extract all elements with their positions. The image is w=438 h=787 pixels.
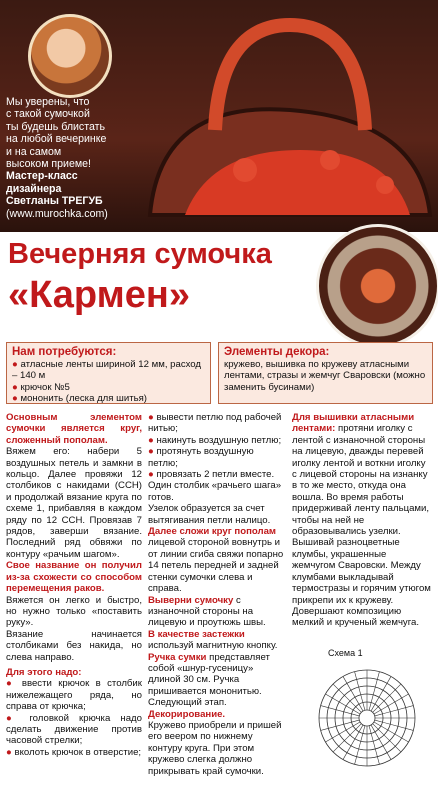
list-item: ● провязать 2 петли вместе. Один столбик «рачьего шага» готов. bbox=[148, 469, 284, 503]
column-1 bbox=[6, 412, 142, 758]
column-3 bbox=[292, 412, 432, 629]
bold-run: Выверни сумочку bbox=[148, 594, 234, 606]
list-item: ● ввести крючок в столбик нижележащего ряда, но справа от крючка; bbox=[6, 678, 142, 712]
author-line: Мастер-класс bbox=[6, 170, 78, 183]
scheme-stitch-line bbox=[333, 684, 361, 712]
page-title-name: «Кармен» bbox=[8, 274, 190, 316]
materials-box bbox=[6, 342, 211, 404]
intro-line: с такой сумочкой bbox=[6, 108, 90, 121]
scheme-stitch-line bbox=[375, 706, 414, 716]
paragraph: представляет собой «шнур-гусеницу» длиной 30 см. Ручка пришивается мононитью. bbox=[148, 651, 270, 697]
lead-paragraph: Основным элементом сумочки является круг, сложенный пополам. bbox=[6, 412, 142, 446]
scheme-stitch-line bbox=[321, 720, 360, 730]
note-paragraph: Свое название он получил из-за схожести со способом перемещения раков. bbox=[6, 560, 142, 595]
paragraph: Кружево приобрели и пришей его веером по нижнему контуру круга. При этом кружево слегка должно прикрывать край сумочки. bbox=[148, 719, 282, 777]
intro-line: ты будешь блистать bbox=[6, 120, 105, 133]
intro-text bbox=[6, 96, 191, 220]
scheme-stitch-line bbox=[355, 672, 365, 711]
detail-inset-photo bbox=[316, 224, 438, 348]
paragraph: Вязание начинается столбиками без накида, но слева направо. bbox=[6, 628, 142, 663]
intro-line: на любой вечеринке bbox=[6, 133, 107, 146]
author-line: дизайнера bbox=[6, 182, 62, 195]
author-avatar bbox=[28, 14, 112, 98]
list-item: ● мононить (леска для шитья) bbox=[12, 393, 205, 404]
scheme-stitch-line bbox=[321, 706, 360, 716]
paragraph: лицевой стороной вовнутрь и от линии сгиба свяжи попарно 14 петель передней и задней стенки сумочки слева и справа. bbox=[148, 537, 284, 595]
scheme-stitch-line bbox=[373, 724, 401, 752]
column-2 bbox=[148, 412, 284, 777]
list-item: ● атласные ленты шириной 12 мм, расход – 140 м bbox=[12, 359, 205, 382]
intro-line: высоком приеме! bbox=[6, 158, 91, 171]
paragraph: Узелок образуется за счет вытягивания петли налицо. bbox=[148, 503, 271, 526]
scheme-stitch-line bbox=[333, 724, 361, 752]
intro-line: Мы уверены, что bbox=[6, 96, 90, 108]
bold-run: В качестве застежки bbox=[148, 628, 245, 640]
bold-run: Ручка сумки bbox=[148, 651, 207, 663]
author-line: Светланы ТРЕГУБ bbox=[6, 195, 103, 208]
paragraph: Вяжем его: набери 5 воздушных петель и замкни в кольцо. Далее провяжи 12 столбиков с накидами (ССН) и продолжай вязание круга по схеме 1, прибавляя в каждом ряду по 12 ССН. Провязав 7 рядов, заверши вязание. Последний ряд обвяжи по контуру «рачьим шагом». bbox=[6, 446, 142, 560]
list-item: ● головкой крючка надо сделать движение против часовой стрелки; bbox=[6, 713, 142, 747]
scheme-stitch-line bbox=[369, 726, 379, 765]
decor-heading: Элементы декора: bbox=[224, 346, 330, 358]
scheme-stitch-line bbox=[375, 720, 414, 730]
list-item: ● вывести петлю под рабочей нитью; bbox=[148, 412, 284, 435]
paragraph: протяни иголку с лентой с изнаночной стороны на лицевую, дважды перевей иголку лентой и воткни иголку с лицевой стороны на изнанку в то же место, откуда она вошла. Во время работы придерживай ленту пальцами, чтобы на ней не образовывались узелки. Вышивай разноцветные клумбы, украшенные жемчугом Сваровски. Между клумбами выкладывай термостразы и горячим утюгом прикрепи их к кружеву. Довершают композицию мелкий и крученый жемчуга. bbox=[292, 423, 431, 629]
scheme-stitch-line bbox=[369, 672, 379, 711]
bold-run: Далее сложи круг пополам bbox=[148, 526, 277, 538]
scheme-stitch-line bbox=[355, 726, 365, 765]
scheme-stitch-line bbox=[373, 684, 401, 712]
bold-run: Декорирование. bbox=[148, 708, 226, 720]
paragraph: Вяжется он легко и быстро, но нужно только «поставить руку». bbox=[6, 594, 142, 629]
lead-paragraph: Для вышивки атласными лентами: bbox=[292, 412, 415, 435]
decor-box bbox=[218, 342, 433, 404]
page-title: Вечерняя сумочка bbox=[8, 238, 272, 270]
paragraph: Следующий этап. bbox=[148, 697, 227, 709]
scheme-label: Схема 1 bbox=[328, 648, 363, 658]
author-site: (www.murochka.com) bbox=[6, 207, 108, 220]
list-item: ● вколоть крючок в отверстие; bbox=[6, 747, 142, 758]
crochet-scheme bbox=[292, 658, 438, 768]
howto-heading: Для этого надо: bbox=[6, 666, 82, 678]
list-item: ● крючок №5 bbox=[12, 382, 205, 393]
decor-text: кружево, вышивка по кружеву атласными лентами, стразы и жемчуг Сваровски (можно заменить бусинами) bbox=[224, 359, 426, 393]
list-item: ● накинуть воздушную петлю; bbox=[148, 435, 284, 446]
paragraph: с изнаночной стороны на лицевую и проутюжь швы. bbox=[148, 594, 266, 629]
intro-line: и на самом bbox=[6, 145, 62, 158]
list-item: ● протянуть воздушную петлю; bbox=[148, 446, 284, 469]
paragraph: используй магнитную кнопку. bbox=[148, 640, 278, 652]
materials-heading: Нам потребуются: bbox=[12, 346, 117, 358]
